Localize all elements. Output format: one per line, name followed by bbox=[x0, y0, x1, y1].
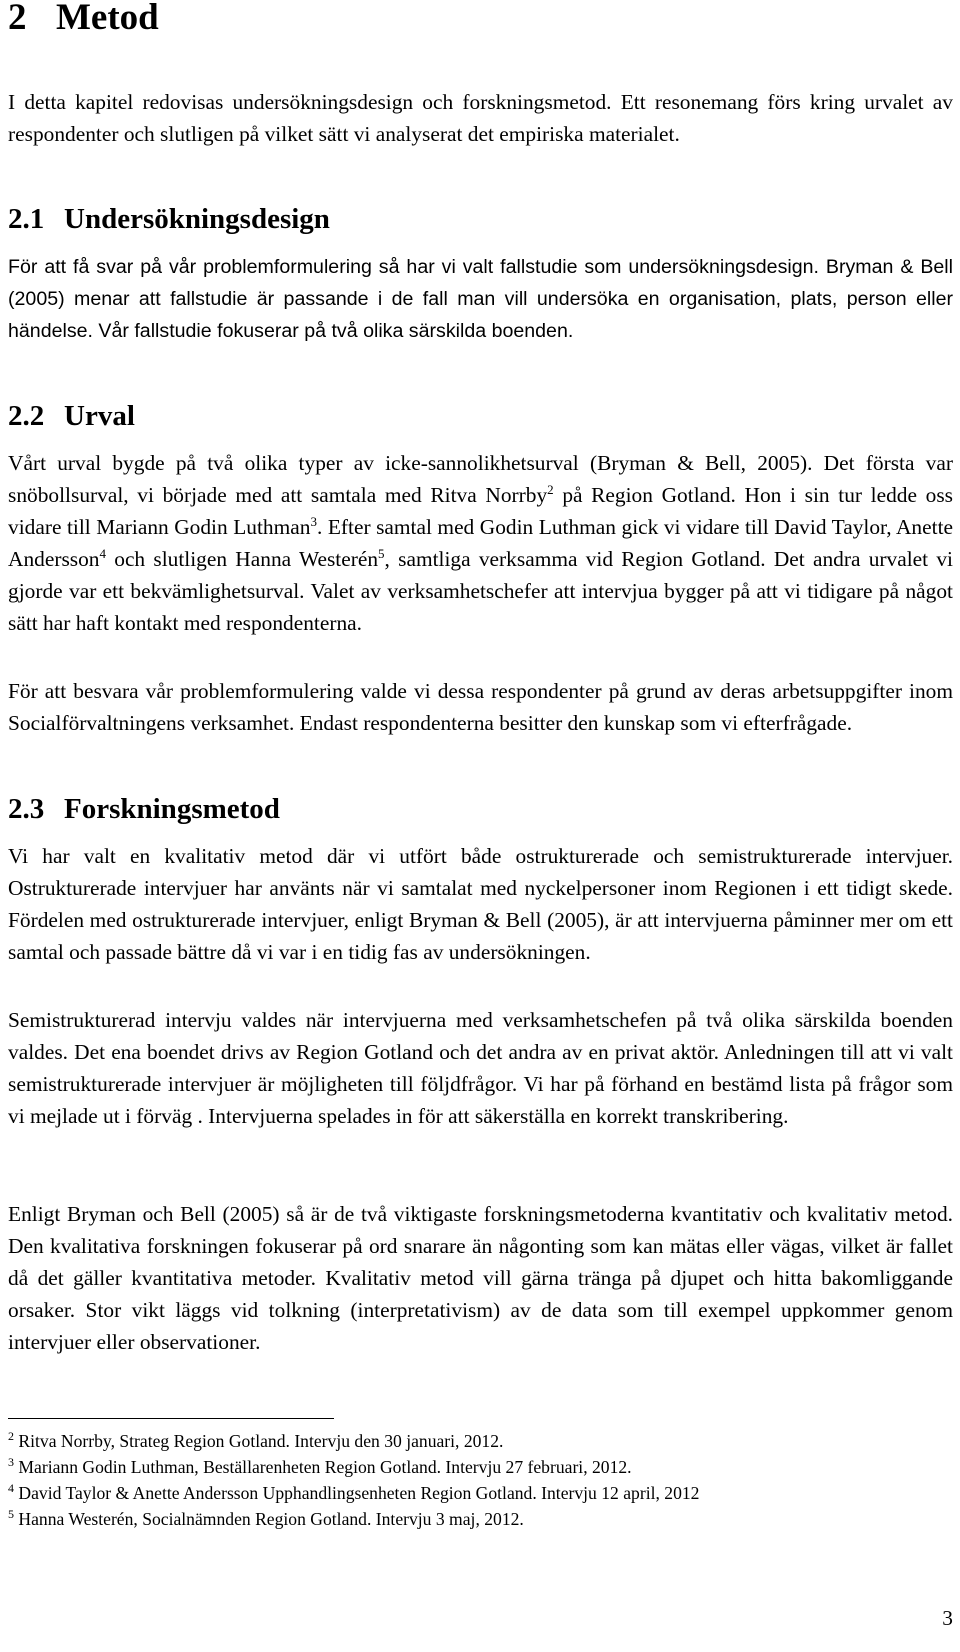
text-run: , samtliga verksamma vid Region Gotland. Det andra urvalet vi gjorde var ett bekvämlighetsurval. Valet av verksamhetschefer att intervjua bygger på att vi tidigare på något sätt har haft kontakt med respondenterna. bbox=[8, 547, 953, 635]
footnote-ref[interactable]: 4 bbox=[99, 545, 106, 561]
section-2-2-paragraph-2: För att besvara vår problemformulering valde vi dessa respondenter på grund av deras arbetsuppgifter inom Socialförvaltningens verksamhet. Endast respondenterna besitter den kunskap som vi efterfrågade. bbox=[8, 679, 953, 735]
footnote-text: Mariann Godin Luthman, Beställarenheten Region Gotland. Intervju 27 februari, 2012. bbox=[14, 1457, 632, 1477]
footnote-number: 4 bbox=[8, 1481, 14, 1496]
footnote-ref[interactable]: 2 bbox=[547, 481, 554, 497]
section-heading-2-2 bbox=[8, 400, 135, 433]
section-2-1-body: För att få svar på vår problemformulering så har vi valt fallstudie som undersökningsdesign. Bryman & Bell (2005) menar att fallstudie är passande i de fall man vill undersöka en organisation, plats, person eller händelse. Vår fallstudie fokuserar på två olika särskilda boenden. bbox=[8, 256, 953, 342]
section-number: 2.3 bbox=[8, 793, 45, 825]
text-run: på Region Gotland. Hon i sin tur ledde oss vidare till Mariann Godin Luthman bbox=[8, 483, 953, 539]
section-2-3-paragraph-2: Semistrukturerad intervju valdes när intervjuerna med verksamhetschefen på två olika särskilda boenden valdes. Det ena boendet drivs av Region Gotland och det andra av en privat aktör. Anledningen till att vi valt semistrukturerade intervjuer är möjligheten till följdfrågor. Vi har på förhand en bestämd lista på frågor som vi mejlade ut i förväg . Intervjuerna spelades in för att säkerställa en korrekt transkribering. bbox=[8, 1008, 953, 1128]
footnote-text: Ritva Norrby, Strateg Region Gotland. Intervju den 30 januari, 2012. bbox=[14, 1431, 504, 1451]
section-title: Urval bbox=[64, 400, 135, 432]
section-number: 2.2 bbox=[8, 400, 45, 432]
footnote-number: 2 bbox=[8, 1429, 14, 1444]
footnote-text: David Taylor & Anette Andersson Upphandlingsenheten Region Gotland. Intervju 12 april, 2012 bbox=[14, 1483, 700, 1503]
section-heading-2-1 bbox=[8, 203, 330, 236]
text-run: och slutligen Hanna Westerén bbox=[106, 547, 379, 571]
footnote bbox=[8, 1454, 632, 1480]
footnote-number: 5 bbox=[8, 1507, 14, 1522]
footnote bbox=[8, 1428, 503, 1454]
section-2-3-paragraph-1: Vi har valt en kvalitativ metod där vi utfört både ostrukturerade och semistrukturerade intervjuer. Ostrukturerade intervjuer har använts när vi samtalat med nyckelpersoner inom Regionen i ett tidigt skede. Fördelen med ostrukturerade intervjuer, enligt Bryman & Bell (2005), är att intervjuerna påminner mer om ett samtal och passade bättre då vi var i en tidig fas av undersökningen. bbox=[8, 844, 953, 964]
footnote-ref[interactable]: 5 bbox=[378, 545, 385, 561]
text-run: Vårt urval bygde på två olika typer av icke-sannolikhetsurval (Bryman & Bell, 2005). Det första var snöbollsurval, vi började med att samtala med Ritva Norrby bbox=[8, 451, 953, 507]
chapter-number: 2 bbox=[8, 0, 27, 38]
footnote-separator bbox=[8, 1418, 334, 1419]
section-heading-2-3 bbox=[8, 793, 280, 826]
section-title: Forskningsmetod bbox=[64, 793, 280, 825]
footnote-number: 3 bbox=[8, 1455, 14, 1470]
section-number: 2.1 bbox=[8, 203, 45, 235]
chapter-heading bbox=[8, 0, 159, 39]
footnote-text: Hanna Westerén, Socialnämnden Region Gotland. Intervju 3 maj, 2012. bbox=[14, 1509, 524, 1529]
chapter-intro: I detta kapitel redovisas undersökningsdesign och forskningsmetod. Ett resonemang förs kring urvalet av respondenter och slutligen på vilket sätt vi analyserat det empiriska materialet. bbox=[8, 90, 953, 146]
footnote bbox=[8, 1480, 699, 1506]
section-title: Undersökningsdesign bbox=[64, 203, 330, 235]
text-run: . Efter samtal med Godin Luthman gick vi vidare till David Taylor, Anette Andersson bbox=[8, 515, 954, 571]
section-2-2-paragraph-1 bbox=[8, 447, 953, 639]
footnote bbox=[8, 1506, 524, 1532]
section-2-3-paragraph-3: Enligt Bryman och Bell (2005) så är de två viktigaste forskningsmetoderna kvantitativ och kvalitativ metod. Den kvalitativa forskningen fokuserar på ord snarare än någonting som kan mätas eller vägas, vilket är fallet då det gäller kvantitativa metoder. Kvalitativ metod vill gärna tränga på djupet och hitta bakomliggande orsaker. Stor vikt läggs vid tolkning (interpretativism) av de data som till exempel uppkommer genom intervjuer eller observationer. bbox=[8, 1202, 953, 1354]
page-number: 3 bbox=[942, 1606, 953, 1630]
footnote-ref[interactable]: 3 bbox=[310, 513, 317, 529]
chapter-title: Metod bbox=[56, 0, 159, 38]
